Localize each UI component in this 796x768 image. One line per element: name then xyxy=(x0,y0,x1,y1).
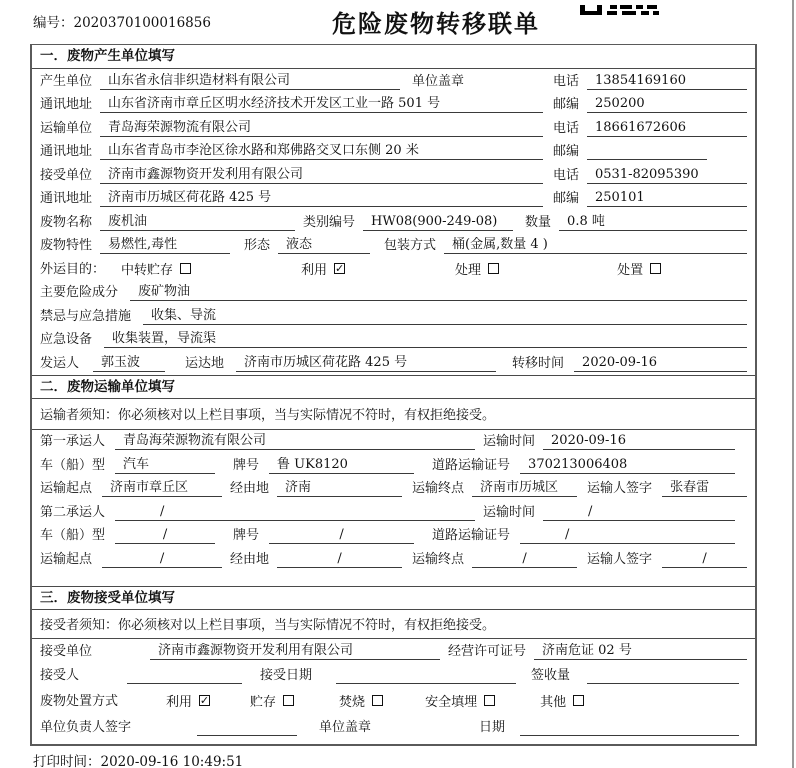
disposal-label: 废物处置方式 xyxy=(40,693,119,709)
print-time-label: 打印时间： xyxy=(33,754,101,768)
recipient-label: 接受人 xyxy=(40,667,80,683)
disposal-option-landfill xyxy=(425,691,495,710)
checkbox-disposal-incinerate xyxy=(372,695,383,706)
row-recipient xyxy=(32,663,755,687)
row-carrier2 xyxy=(32,500,755,524)
disposal-option-reuse xyxy=(166,691,210,710)
option-label: 中转贮存 xyxy=(121,262,174,278)
window-right-edge xyxy=(792,0,794,768)
receiver-phone-value: 0531-82095390 xyxy=(587,167,747,184)
carrier2-value: / xyxy=(115,504,475,521)
carrier1-value: 青岛海荣源物流有限公司 xyxy=(115,433,475,450)
print-time xyxy=(33,750,243,768)
waste-code-label: 类别编号 xyxy=(303,214,356,230)
receiver-value: 济南市鑫源物资开发利用有限公司 xyxy=(100,167,543,184)
producer-phone-label: 电话 xyxy=(552,73,579,89)
transporter-label: 运输单位 xyxy=(40,120,93,136)
destination-value: 济南市历城区荷花路 425 号 xyxy=(236,355,496,372)
route1-sign-label: 运输人签字 xyxy=(587,481,653,496)
row-transporter-address xyxy=(32,140,755,164)
option-label: 利用 xyxy=(166,694,193,710)
route1-end-label: 运输终点 xyxy=(412,481,465,496)
transfer-time-value: 2020-09-16 xyxy=(574,355,747,372)
row-emergency-equipment xyxy=(32,328,755,352)
notice-text: 你必须核对以上栏目事项，当与实际情况不符时，有权拒绝接受。 xyxy=(118,618,496,633)
producer-zip-label: 邮编 xyxy=(552,97,579,112)
waste-qty-value: 0.8 吨 xyxy=(559,214,747,231)
transporter-addr-label: 通讯地址 xyxy=(40,144,93,159)
section1-body xyxy=(32,69,755,375)
receive-date-value xyxy=(336,667,516,684)
route1-via-value: 济南 xyxy=(277,480,402,497)
equipment-value: 收集装置，导流渠 xyxy=(104,331,747,348)
plate1-label: 牌号 xyxy=(233,457,260,473)
operating-license-label: 经营许可证号 xyxy=(448,643,527,659)
road-license2-label: 道路运输证号 xyxy=(432,528,511,543)
producer-value: 山东省永信非织造材料有限公司 xyxy=(100,73,400,90)
row-route2 xyxy=(32,547,755,571)
route1-sign-value: 张春雷 xyxy=(662,480,747,497)
row-waste-name xyxy=(32,210,755,234)
seal-label: 单位盖章 xyxy=(412,73,465,89)
signed-qty-value xyxy=(587,667,739,684)
purpose-option-treat xyxy=(455,259,499,278)
equipment-label: 应急设备 xyxy=(40,332,93,347)
waste-form-value: 液态 xyxy=(278,237,370,254)
option-label: 贮存 xyxy=(250,694,277,710)
row-transfer-purpose xyxy=(32,257,755,281)
responsible-sign-value xyxy=(197,719,297,736)
route2-end-label: 运输终点 xyxy=(412,551,465,567)
option-label: 其他 xyxy=(540,694,567,710)
vehicle2-value: / xyxy=(115,527,215,544)
checkbox-disposal-landfill xyxy=(484,695,495,706)
receiver-phone-label: 电话 xyxy=(552,167,579,183)
section2-body xyxy=(32,399,755,586)
serial-number xyxy=(33,11,211,31)
receiving-unit-value: 济南市鑫源物资开发利用有限公司 xyxy=(150,643,440,660)
purpose-option-storage xyxy=(121,259,191,278)
section2-header: 二．废物运输单位填写 xyxy=(32,375,755,399)
carrier1-label: 第一承运人 xyxy=(40,434,106,449)
notice-text: 你必须核对以上栏目事项，当与实际情况不符时，有权拒绝接受。 xyxy=(118,408,496,423)
transporter-notice xyxy=(32,399,755,430)
serial-value: 2020370100016856 xyxy=(73,15,211,31)
option-label: 处置 xyxy=(617,262,644,278)
purpose-label: 外运目的： xyxy=(40,261,106,277)
checkbox-disposal-reuse-checked: ✓ xyxy=(199,693,210,707)
qr-code-fragment-icon xyxy=(580,0,662,19)
page-title: 危险废物转移联单 xyxy=(332,10,540,38)
row-receiver xyxy=(32,163,755,187)
option-label: 处理 xyxy=(455,262,482,278)
disposal-option-storage xyxy=(250,691,294,710)
option-label: 安全填埋 xyxy=(425,694,478,710)
print-time-value: 2020-09-16 10:49:51 xyxy=(100,754,244,768)
hazard-value: 废矿物油 xyxy=(130,284,747,301)
section3-header: 三．废物接受单位填写 xyxy=(32,586,755,610)
producer-addr-value: 山东省济南市章丘区明水经济技术开发区工业一路 501 号 xyxy=(100,96,543,113)
producer-phone-value: 13854169160 xyxy=(587,73,747,90)
section3-body xyxy=(32,610,755,744)
row-route1 xyxy=(32,477,755,501)
carrier2-time-label: 运输时间 xyxy=(483,504,536,520)
plate1-value: 鲁 UK8120 xyxy=(269,457,414,474)
waste-props-label: 废物特性 xyxy=(40,238,93,253)
producer-addr-label: 通讯地址 xyxy=(40,97,93,112)
route2-sign-value: / xyxy=(662,551,747,568)
unit-seal-label: 单位盖章 xyxy=(319,719,372,735)
row-dispatch xyxy=(32,351,755,375)
waste-name-label: 废物名称 xyxy=(40,214,93,230)
notice-label: 运输者须知： xyxy=(40,408,119,423)
row-receiving-unit xyxy=(32,639,755,663)
emergency-value: 收集、导流 xyxy=(143,308,747,325)
recipient-value xyxy=(127,667,242,684)
plate2-value: / xyxy=(269,527,414,544)
operating-license-value: 济南危证 02 号 xyxy=(534,643,747,660)
responsible-sign-label: 单位负责人签字 xyxy=(40,719,132,735)
row-producer xyxy=(32,69,755,93)
receiver-addr-value: 济南市历城区荷花路 425 号 xyxy=(100,190,543,207)
transporter-zip-label: 邮编 xyxy=(552,144,579,159)
purpose-option-reuse xyxy=(301,259,345,278)
route2-end-value: / xyxy=(472,551,577,568)
receiver-zip-label: 邮编 xyxy=(552,191,579,206)
route2-start-label: 运输起点 xyxy=(40,551,93,567)
transporter-zip-value xyxy=(587,143,707,160)
checkbox-storage xyxy=(180,263,191,274)
row-emergency-measures xyxy=(32,304,755,328)
receiving-unit-label: 接受单位 xyxy=(40,643,93,659)
vehicle2-label: 车（船）型 xyxy=(40,528,106,543)
checkbox-dispose xyxy=(650,263,661,274)
transporter-phone-value: 18661672606 xyxy=(587,120,747,137)
transporter-value: 青岛海荣源物流有限公司 xyxy=(100,120,543,137)
carrier2-time-value: / xyxy=(543,504,735,521)
transporter-phone-label: 电话 xyxy=(552,120,579,136)
road-license1-value: 370213006408 xyxy=(520,457,735,474)
route2-start-value: / xyxy=(102,551,222,568)
destination-label: 运达地 xyxy=(185,355,225,371)
row-vehicle2 xyxy=(32,524,755,548)
disposal-option-other xyxy=(540,691,584,710)
row-transporter xyxy=(32,116,755,140)
checkbox-disposal-storage xyxy=(283,695,294,706)
receiver-addr-label: 通讯地址 xyxy=(40,191,93,206)
emergency-label: 禁忌与应急措施 xyxy=(40,308,132,324)
route2-via-label: 经由地 xyxy=(230,551,270,567)
checkbox-reuse-checked: ✓ xyxy=(334,261,345,275)
transfer-time-label: 转移时间 xyxy=(512,355,565,371)
row-responsible-signature xyxy=(32,713,755,739)
option-label: 利用 xyxy=(301,262,328,278)
waste-name-value: 废机油 xyxy=(100,214,295,231)
serial-label: 编号： xyxy=(33,15,74,31)
dispatcher-value: 郭玉波 xyxy=(93,355,165,372)
packing-value: 桶(金属,数量 4 ) xyxy=(444,237,747,254)
disposal-option-incinerate xyxy=(339,691,383,710)
route2-via-value: / xyxy=(277,551,402,568)
date-label: 日期 xyxy=(479,719,506,735)
transporter-addr-value: 山东省青岛市李沧区徐水路和郑佛路交叉口东侧 20 米 xyxy=(100,143,543,160)
purpose-option-dispose xyxy=(617,259,661,278)
carrier1-time-value: 2020-09-16 xyxy=(543,433,735,450)
plate2-label: 牌号 xyxy=(233,528,260,543)
hazard-label: 主要危险成分 xyxy=(40,285,119,300)
road-license2-value: / xyxy=(520,527,735,544)
route1-via-label: 经由地 xyxy=(230,481,270,496)
route2-sign-label: 运输人签字 xyxy=(587,551,653,567)
route1-start-label: 运输起点 xyxy=(40,481,93,496)
route1-end-value: 济南市历城区 xyxy=(472,480,577,497)
row-waste-props xyxy=(32,234,755,258)
waste-form-label: 形态 xyxy=(244,238,271,253)
row-carrier1 xyxy=(32,430,755,454)
row-receiver-address xyxy=(32,187,755,211)
row-disposal-method xyxy=(32,687,755,713)
row-producer-address xyxy=(32,93,755,117)
option-label: 焚烧 xyxy=(339,694,366,710)
row-vehicle1 xyxy=(32,453,755,477)
section1-header: 一．废物产生单位填写 xyxy=(32,45,755,69)
date-value xyxy=(520,719,739,736)
row-hazard-component xyxy=(32,281,755,305)
waste-code-value: HW08(900-249-08) xyxy=(363,214,513,231)
producer-label: 产生单位 xyxy=(40,73,93,89)
carrier1-time-label: 运输时间 xyxy=(483,434,536,449)
checkbox-treat xyxy=(488,263,499,274)
receive-date-label: 接受日期 xyxy=(260,667,313,683)
notice-label: 接受者须知： xyxy=(40,618,119,633)
producer-zip-value: 250200 xyxy=(587,96,747,113)
carrier2-label: 第二承运人 xyxy=(40,504,106,520)
waste-props-value: 易燃性,毒性 xyxy=(100,237,230,254)
waste-qty-label: 数量 xyxy=(525,214,552,230)
vehicle1-label: 车（船）型 xyxy=(40,457,106,473)
packing-label: 包装方式 xyxy=(384,238,437,253)
road-license1-label: 道路运输证号 xyxy=(432,457,511,473)
receiver-notice xyxy=(32,610,755,639)
vehicle1-value: 汽车 xyxy=(115,457,215,474)
dispatcher-label: 发运人 xyxy=(40,355,80,371)
receiver-label: 接受单位 xyxy=(40,167,93,183)
manifest-form xyxy=(30,44,757,746)
signed-qty-label: 签收量 xyxy=(531,667,571,683)
route1-start-value: 济南市章丘区 xyxy=(102,480,222,497)
receiver-zip-value: 250101 xyxy=(587,190,747,207)
checkbox-disposal-other xyxy=(573,695,584,706)
